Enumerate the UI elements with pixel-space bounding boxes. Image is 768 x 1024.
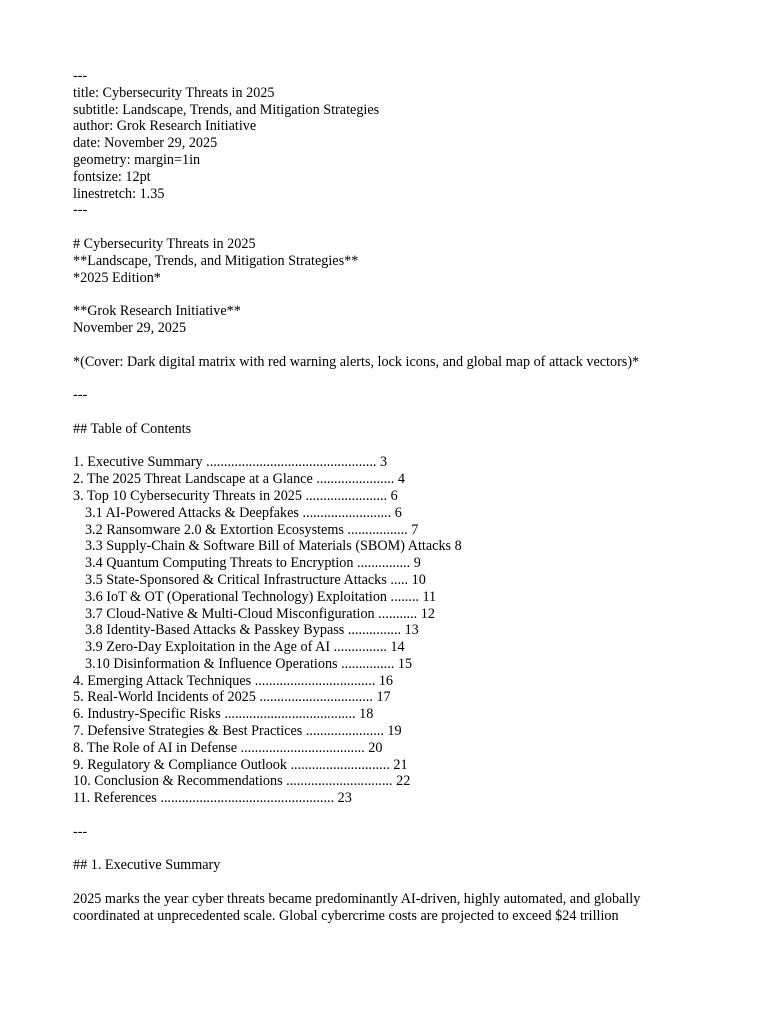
document-author: **Grok Research Initiative**: [73, 303, 241, 320]
document-date: November 29, 2025: [73, 319, 187, 336]
cover-note: *(Cover: Dark digital matrix with red warning alerts, lock icons, and global map of attack vectors)*: [73, 353, 640, 370]
front-matter-open: ---: [73, 68, 88, 84]
front-matter-author: author: Grok Research Initiative: [73, 118, 257, 135]
toc-item: 9. Regulatory & Compliance Outlook ............................ 21: [73, 756, 408, 773]
toc-subitem: 3.4 Quantum Computing Threats to Encryption ............... 9: [85, 555, 421, 572]
document-subtitle: **Landscape, Trends, and Mitigation Strategies**: [73, 252, 359, 269]
front-matter-close: ---: [73, 202, 88, 219]
spacer: [73, 370, 713, 387]
front-matter: [73, 68, 713, 219]
horizontal-rule: ---: [73, 387, 88, 404]
toc-item: 1. Executive Summary ................................................ 3: [73, 454, 388, 471]
front-matter-date: date: November 29, 2025: [73, 135, 218, 152]
spacer: [73, 807, 713, 824]
toc-item: 4. Emerging Attack Techniques .................................. 16: [73, 672, 394, 689]
toc-item: 8. The Role of AI in Defense ................................... 20: [73, 739, 383, 756]
toc-item: 3. Top 10 Cybersecurity Threats in 2025 ....................... 6: [73, 487, 398, 504]
front-matter-subtitle: subtitle: Landscape, Trends, and Mitigation Strategies: [73, 101, 380, 118]
front-matter-title: title: Cybersecurity Threats in 2025: [73, 84, 275, 101]
toc-subitem: 3.2 Ransomware 2.0 & Extortion Ecosystems ................. 7: [85, 521, 419, 538]
markdown-document: [73, 68, 713, 925]
toc-subitem: 3.6 IoT & OT (Operational Technology) Exploitation ........ 11: [85, 588, 437, 605]
front-matter-linestretch: linestretch: 1.35: [73, 185, 165, 202]
front-matter-geometry: geometry: margin=1in: [73, 151, 201, 168]
toc-subitem: 3.3 Supply-Chain & Software Bill of Materials (SBOM) Attacks 8: [85, 538, 462, 555]
toc-item: 7. Defensive Strategies & Best Practices ...................... 19: [73, 723, 402, 740]
paragraph-line: coordinated at unprecedented scale. Global cybercrime costs are projected to exceed $24 trillion: [73, 907, 619, 924]
toc-item: 10. Conclusion & Recommendations .............................. 22: [73, 773, 411, 790]
spacer: [73, 337, 713, 354]
toc-subitem: 3.7 Cloud-Native & Multi-Cloud Misconfiguration ........... 12: [85, 605, 435, 622]
spacer: [73, 874, 713, 891]
toc-item: 2. The 2025 Threat Landscape at a Glance ...................... 4: [73, 471, 405, 488]
toc-subitem: 3.9 Zero-Day Exploitation in the Age of AI ............... 14: [85, 639, 405, 656]
section-heading: ## 1. Executive Summary: [73, 857, 221, 874]
paragraph-line: 2025 marks the year cyber threats became predominantly AI-driven, highly automated, and globally: [73, 891, 641, 908]
document-heading: # Cybersecurity Threats in 2025: [73, 235, 256, 252]
toc-subitem: 3.10 Disinformation & Influence Operations ............... 15: [85, 655, 413, 672]
toc-item: 5. Real-World Incidents of 2025 ................................ 17: [73, 689, 391, 706]
toc-item: 6. Industry-Specific Risks ..................................... 18: [73, 706, 374, 723]
executive-summary-section: [73, 857, 713, 924]
front-matter-fontsize: fontsize: 12pt: [73, 168, 151, 185]
toc-heading: ## Table of Contents: [73, 420, 192, 437]
toc-subitem: 3.8 Identity-Based Attacks & Passkey Bypass ............... 13: [85, 622, 419, 639]
spacer: [73, 438, 713, 455]
spacer: [73, 286, 713, 303]
toc-item: 11. References ................................................. 23: [73, 790, 352, 807]
table-of-contents: [73, 421, 713, 841]
spacer: [73, 219, 713, 236]
toc-subitem: 3.1 AI-Powered Attacks & Deepfakes ......................... 6: [85, 504, 402, 521]
document-edition: *2025 Edition*: [73, 269, 161, 286]
toc-subitem: 3.5 State-Sponsored & Critical Infrastructure Attacks ..... 10: [85, 571, 426, 588]
spacer: [73, 841, 713, 858]
spacer: [73, 404, 713, 421]
horizontal-rule: ---: [73, 823, 88, 840]
title-block: [73, 236, 713, 404]
